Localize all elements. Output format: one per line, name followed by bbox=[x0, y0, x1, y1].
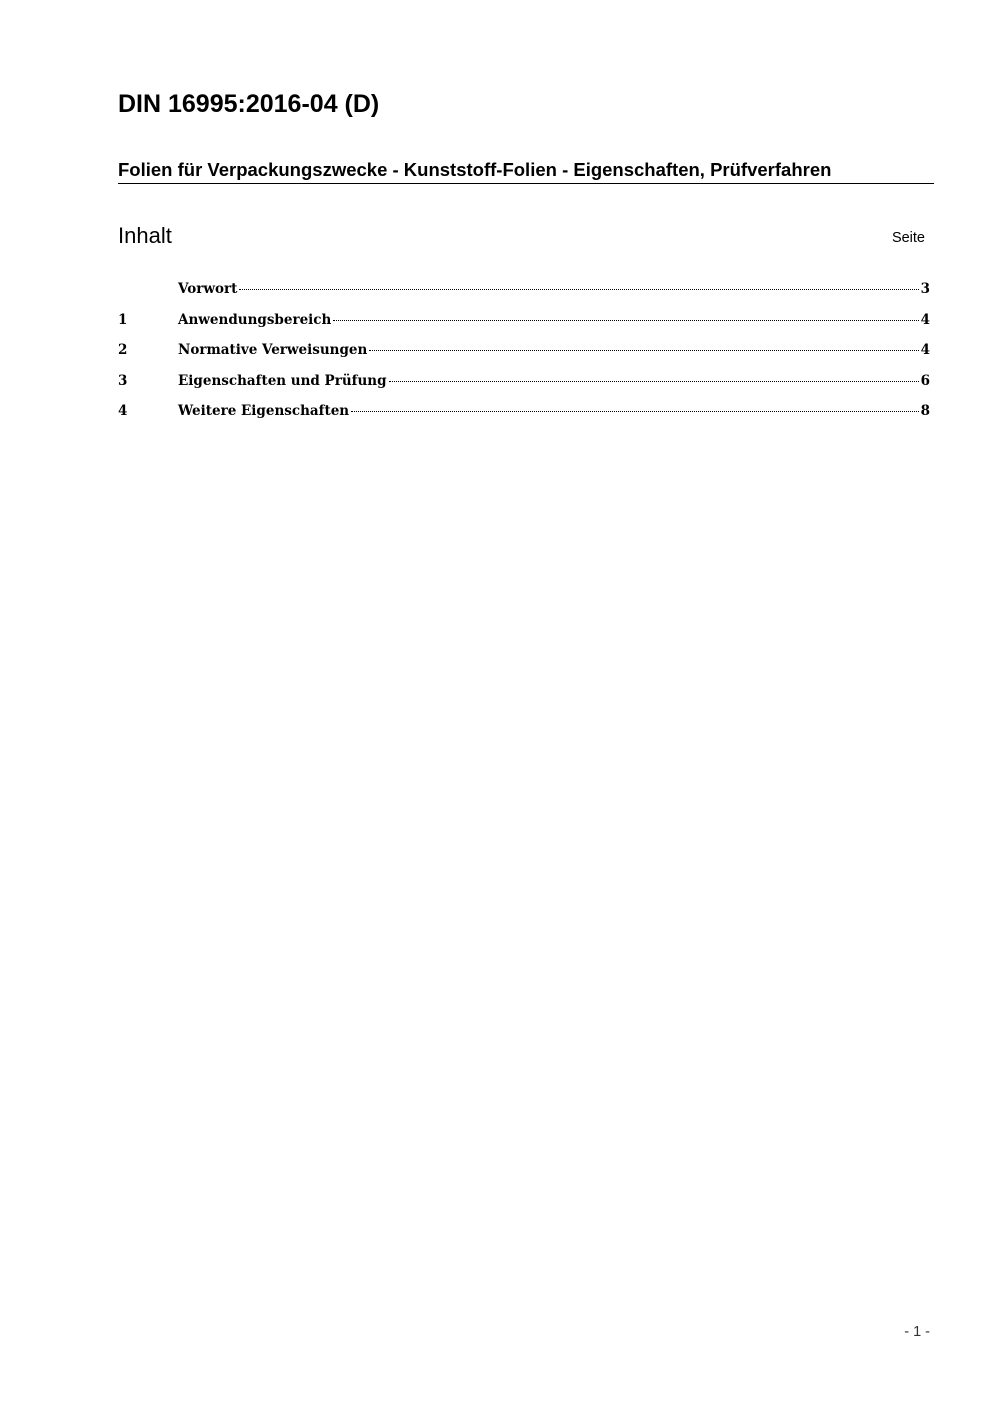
toc-dot-leader bbox=[369, 350, 918, 351]
toc-entry-page: 3 bbox=[920, 281, 930, 297]
table-of-contents bbox=[118, 279, 930, 432]
toc-entry-weitere-eigenschaften[interactable] bbox=[118, 401, 930, 432]
toc-entry-vorwort[interactable] bbox=[118, 279, 930, 310]
toc-entry-number: 2 bbox=[118, 342, 128, 358]
toc-dot-leader bbox=[239, 289, 918, 290]
toc-entry-page: 4 bbox=[920, 311, 930, 328]
toc-dot-leader bbox=[351, 411, 918, 412]
toc-page-column-label: Seite bbox=[891, 230, 925, 246]
toc-heading: Inhalt bbox=[118, 223, 172, 248]
toc-dot-leader bbox=[333, 320, 918, 321]
toc-entry-number: 4 bbox=[118, 403, 128, 419]
toc-entry-eigenschaften-und-pruefung[interactable] bbox=[118, 371, 930, 402]
toc-dot-leader bbox=[389, 381, 919, 382]
toc-entry-number: 1 bbox=[118, 311, 128, 328]
toc-entry-page: 8 bbox=[920, 403, 930, 419]
page-number: - 1 - bbox=[904, 1324, 930, 1340]
document-id: DIN 16995:2016-04 (D) bbox=[118, 90, 380, 118]
toc-entry-label: Normative Verweisungen bbox=[178, 342, 368, 358]
toc-entry-label: Eigenschaften und Prüfung bbox=[178, 372, 387, 389]
toc-entry-page: 4 bbox=[920, 342, 930, 358]
toc-entry-label: Anwendungsbereich bbox=[178, 311, 332, 328]
document-title: Folien für Verpackungszwecke - Kunststoff-Folien - Eigenschaften, Prüfverfahren bbox=[118, 158, 934, 184]
toc-entry-page: 6 bbox=[920, 372, 930, 389]
toc-entry-label: Weitere Eigenschaften bbox=[178, 403, 350, 419]
toc-entry-label: Vorwort bbox=[178, 281, 238, 297]
toc-entry-anwendungsbereich[interactable] bbox=[118, 310, 930, 341]
toc-entry-normative-verweisungen[interactable] bbox=[118, 340, 930, 371]
toc-entry-number: 3 bbox=[118, 372, 128, 389]
